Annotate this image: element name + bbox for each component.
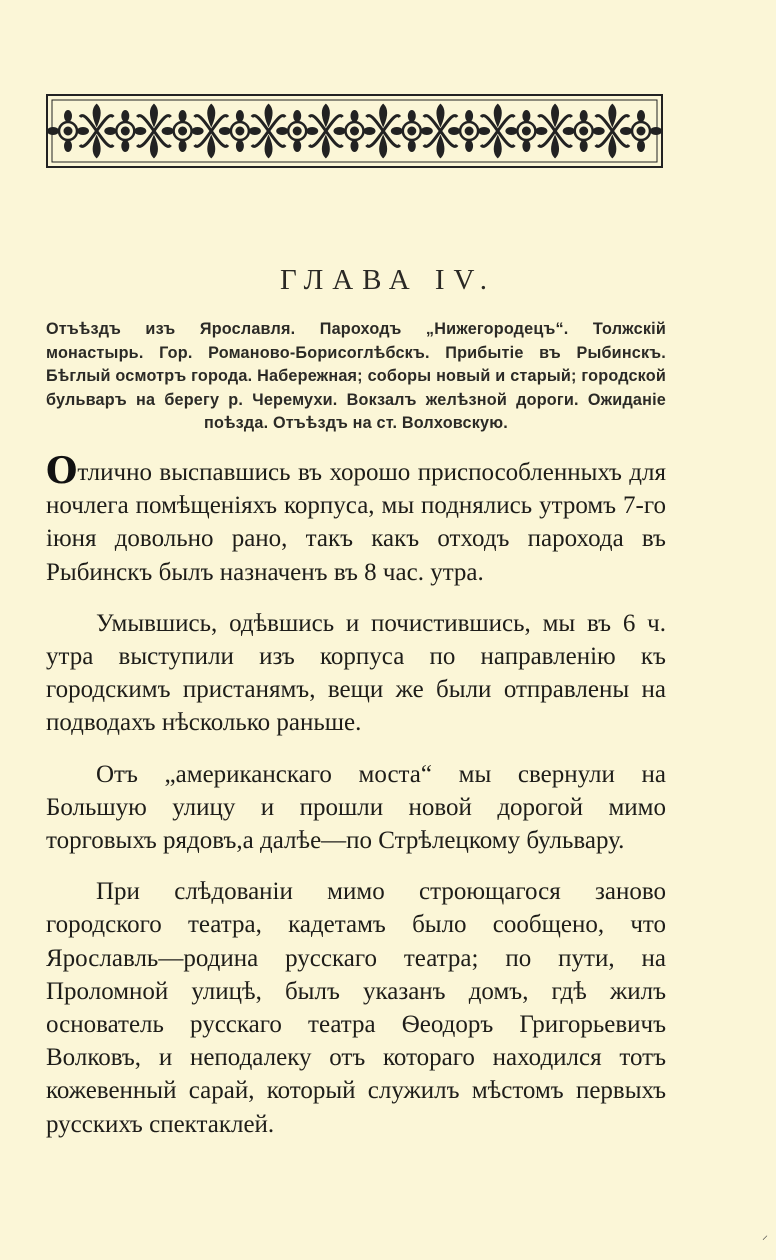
ornamental-headpiece [46, 94, 663, 168]
body-text [46, 450, 666, 1159]
paragraph-1-text: тлично выспавшись въ хорошо приспособленныхъ для ночлега помѣщеніяхъ корпуса, мы поднялись утромъ 7-го іюня довольно рано, такъ какъ отходъ парохода въ Рыбинскъ былъ назначенъ въ 8 час. утра. [46, 459, 666, 586]
paragraph-1 [46, 450, 666, 589]
paragraph-4: При слѣдованіи мимо строющагося заново городского театра, кадетамъ было сообщено, что Ярославль—родина русскаго театра; по пути, на Проломной улицѣ, былъ указанъ домъ, гдѣ жилъ основатель русскаго театра Ѳеодоръ Григорьевичъ Волковъ, и неподалеку отъ котораго находился тотъ кожевенный сарай, который служилъ мѣстомъ первыхъ русскихъ спектаклей. [46, 878, 666, 1138]
drop-cap: О [46, 450, 78, 492]
chapter-summary: Отъѣздъ изъ Ярославля. Пароходъ „Нижегородецъ“. Толжскій монастырь. Гор. Романово-Борисоглѣбскъ. Прибытіе въ Рыбинскъ. Бѣглый осмотръ города. Набережная; соборы новый и старый; городской бульваръ на берегу р. Черемухи. Вокзалъ желѣзной дороги. Ожиданіе поѣзда. Отъѣздъ на ст. Волховскую. [46, 320, 666, 433]
chapter-title: ГЛАВА IV. [279, 264, 497, 296]
paragraph-3: Отъ „американскаго моста“ мы свернули на Большую улицу и прошли новой дорогой мимо торговыхъ рядовъ,а далѣе—по Стрѣлецкому бульвару. [46, 760, 666, 855]
paragraph-2: Умывшись, одѣвшись и почистившись, мы въ 6 ч. утра выступили изъ корпуса по направленію къ городскимъ пристанямъ, вещи же были отправлены на подводахъ нѣсколько раньше. [46, 609, 666, 737]
page-speck: ⸝ [762, 1228, 769, 1242]
